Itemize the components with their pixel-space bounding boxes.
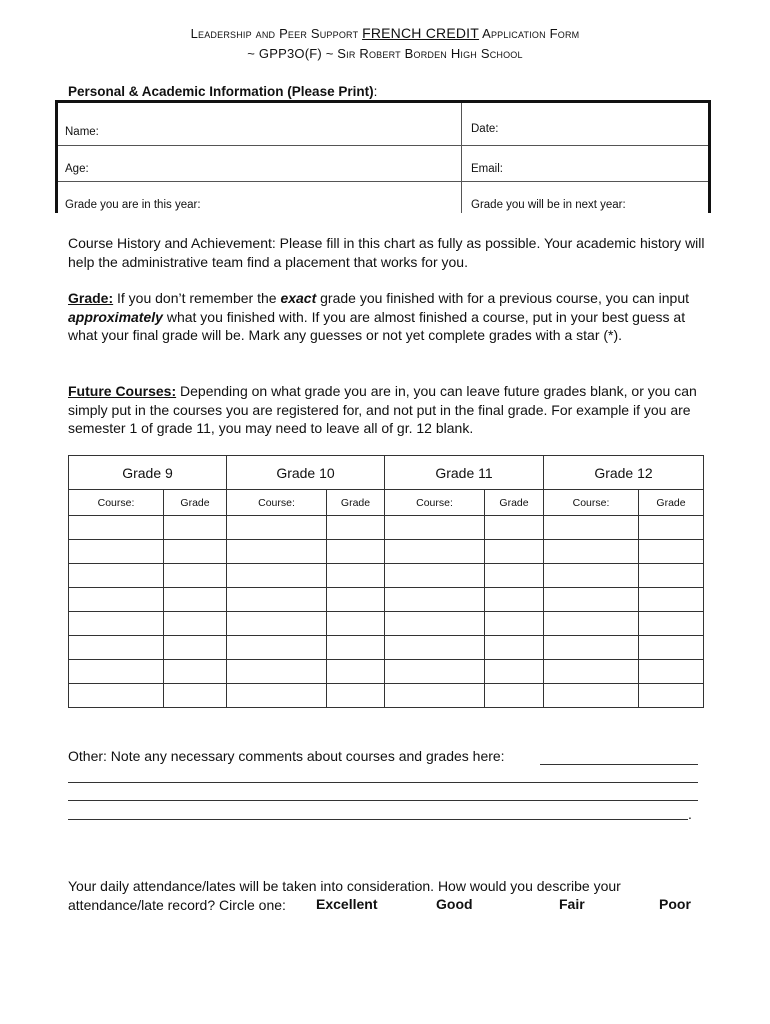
grade-9-header: Grade 9 — [69, 456, 227, 490]
grade-input-cell[interactable] — [327, 612, 385, 636]
info-row-name-date — [58, 103, 708, 146]
grade-table-body — [69, 516, 704, 708]
course-input-cell[interactable] — [544, 660, 639, 684]
form-subtitle: ~ GPP3O(F) ~ Sir Robert Borden High School — [247, 46, 523, 61]
course-input-cell[interactable] — [227, 612, 327, 636]
name-field[interactable]: Name: — [65, 126, 99, 138]
grade-input-cell[interactable] — [485, 564, 544, 588]
course-input-cell[interactable] — [544, 636, 639, 660]
course-input-cell[interactable] — [385, 540, 485, 564]
course-input-cell[interactable] — [69, 612, 164, 636]
future-courses-label: Future Courses: — [68, 383, 177, 399]
course-input-cell[interactable] — [69, 684, 164, 708]
course-input-cell[interactable] — [69, 540, 164, 564]
grade-input-cell[interactable] — [639, 660, 704, 684]
info-row-age-email — [58, 145, 708, 182]
grade-input-cell[interactable] — [164, 612, 227, 636]
other-comments-label: Other: Note any necessary comments about courses and grades here: — [68, 748, 505, 764]
course-history-paragraph: Course History and Achievement: Please fill in this chart as fully as possible. Your academic history will help the administrative team find a placement that works for you. — [68, 235, 705, 270]
info-column-divider — [461, 103, 462, 213]
form-title — [0, 25, 770, 41]
grade-11-header: Grade 11 — [385, 456, 544, 490]
grade-input-cell[interactable] — [639, 636, 704, 660]
course-input-cell[interactable] — [227, 636, 327, 660]
course-column-label: Course: — [385, 490, 485, 516]
grade-approx-word: approximately — [68, 308, 163, 325]
title-underlined: FRENCH CREDIT — [362, 25, 480, 41]
course-input-cell[interactable] — [69, 564, 164, 588]
course-input-cell[interactable] — [385, 660, 485, 684]
grade-input-cell[interactable] — [639, 612, 704, 636]
grade-input-cell[interactable] — [164, 636, 227, 660]
grade-input-cell[interactable] — [164, 540, 227, 564]
personal-heading-text: Personal & Academic Information (Please Print) — [68, 84, 374, 99]
grade-input-cell[interactable] — [485, 612, 544, 636]
grade-input-cell[interactable] — [639, 588, 704, 612]
grade-input-cell[interactable] — [327, 636, 385, 660]
option-fair[interactable]: Fair — [559, 896, 585, 912]
comment-end-mark: . — [688, 806, 692, 822]
course-grades-table — [68, 455, 704, 708]
grade-12-header: Grade 12 — [544, 456, 704, 490]
email-field[interactable]: Email: — [471, 163, 503, 175]
course-input-cell[interactable] — [69, 660, 164, 684]
option-good[interactable]: Good — [436, 896, 473, 912]
course-column-label: Course: — [227, 490, 327, 516]
option-poor[interactable]: Poor — [659, 896, 691, 912]
future-courses-text: Depending on what grade you are in, you can leave future grades blank, or you can simply put in the courses you are registered for, and not put in the final grade. For example if you are semester 1 of grade 11, you may need to leave all of gr. 12 blank. — [68, 383, 697, 436]
grade-this-year-field[interactable]: Grade you are in this year: — [65, 199, 201, 211]
personal-section-heading — [68, 84, 377, 99]
course-input-cell[interactable] — [227, 516, 327, 540]
grade-input-cell[interactable] — [327, 588, 385, 612]
grade-input-cell[interactable] — [639, 540, 704, 564]
table-row — [69, 588, 704, 612]
grade-input-cell[interactable] — [639, 684, 704, 708]
course-input-cell[interactable] — [544, 684, 639, 708]
grade-input-cell[interactable] — [639, 516, 704, 540]
grade-instructions-paragraph — [68, 289, 713, 345]
option-excellent[interactable]: Excellent — [316, 896, 378, 912]
grade-input-cell[interactable] — [485, 540, 544, 564]
grade-exact-word: exact — [280, 290, 317, 306]
course-input-cell[interactable] — [544, 516, 639, 540]
table-row — [69, 516, 704, 540]
personal-heading-colon: : — [373, 84, 378, 99]
grade-input-cell[interactable] — [327, 564, 385, 588]
grade-column-label: Grade — [485, 490, 544, 516]
grade-input-cell[interactable] — [327, 684, 385, 708]
grade-input-cell[interactable] — [485, 588, 544, 612]
grade-column-label: Grade — [164, 490, 227, 516]
course-input-cell[interactable] — [227, 588, 327, 612]
grade-10-header: Grade 10 — [227, 456, 385, 490]
grade-input-cell[interactable] — [164, 660, 227, 684]
grade-column-label: Grade — [639, 490, 704, 516]
table-row — [69, 564, 704, 588]
grade-input-cell[interactable] — [639, 564, 704, 588]
course-input-cell[interactable] — [227, 660, 327, 684]
grade-input-cell[interactable] — [164, 588, 227, 612]
course-input-cell[interactable] — [385, 588, 485, 612]
course-input-cell[interactable] — [227, 540, 327, 564]
grade-input-cell[interactable] — [327, 660, 385, 684]
future-courses-paragraph — [68, 382, 713, 438]
title-prefix: Leadership and Peer Support — [190, 26, 363, 41]
course-input-cell[interactable] — [69, 636, 164, 660]
table-row — [69, 660, 704, 684]
grade-input-cell[interactable] — [485, 660, 544, 684]
grade-input-cell[interactable] — [164, 564, 227, 588]
comment-line-3[interactable] — [68, 800, 698, 801]
personal-info-box — [55, 100, 711, 213]
grade-input-cell[interactable] — [485, 636, 544, 660]
grade-next-year-field[interactable]: Grade you will be in next year: — [471, 199, 626, 211]
comment-line-2[interactable] — [68, 782, 698, 783]
course-input-cell[interactable] — [69, 516, 164, 540]
course-input-cell[interactable] — [544, 540, 639, 564]
table-row — [69, 540, 704, 564]
course-input-cell[interactable] — [385, 612, 485, 636]
grade-input-cell[interactable] — [485, 684, 544, 708]
course-input-cell[interactable] — [385, 516, 485, 540]
grade-text-1: If you don’t remember the — [113, 290, 281, 306]
course-column-label: Course: — [69, 490, 164, 516]
grade-input-cell[interactable] — [327, 540, 385, 564]
course-input-cell[interactable] — [227, 684, 327, 708]
table-row — [69, 612, 704, 636]
course-input-cell[interactable] — [544, 612, 639, 636]
grade-column-label: Grade — [327, 490, 385, 516]
date-field[interactable]: Date: — [471, 123, 499, 135]
table-row — [69, 636, 704, 660]
course-input-cell[interactable] — [385, 636, 485, 660]
table-row — [69, 684, 704, 708]
comment-line-1[interactable] — [540, 764, 698, 765]
course-input-cell[interactable] — [227, 564, 327, 588]
comment-line-4[interactable] — [68, 819, 688, 820]
grade-input-cell[interactable] — [164, 516, 227, 540]
course-column-label: Course: — [544, 490, 639, 516]
grade-input-cell[interactable] — [485, 516, 544, 540]
course-input-cell[interactable] — [385, 564, 485, 588]
grade-instructions-label: Grade: — [68, 290, 114, 306]
grade-input-cell[interactable] — [327, 516, 385, 540]
grade-text-3: what you finished with. If you are almost finished a course, put in your best guess at what your final grade will be. Mark any guesses or not yet complete grades with a star (*). — [68, 308, 686, 343]
grade-text-2: grade you finished with for a previous course, you can input — [316, 290, 690, 306]
age-field[interactable]: Age: — [65, 163, 89, 175]
course-input-cell[interactable] — [544, 564, 639, 588]
course-input-cell[interactable] — [385, 684, 485, 708]
attendance-question: Your daily attendance/lates will be taken into consideration. How would you describe your attendance/late record? Circle one: — [68, 878, 621, 913]
title-suffix: Application Form — [479, 26, 580, 41]
course-input-cell[interactable] — [69, 588, 164, 612]
course-input-cell[interactable] — [544, 588, 639, 612]
grade-input-cell[interactable] — [164, 684, 227, 708]
